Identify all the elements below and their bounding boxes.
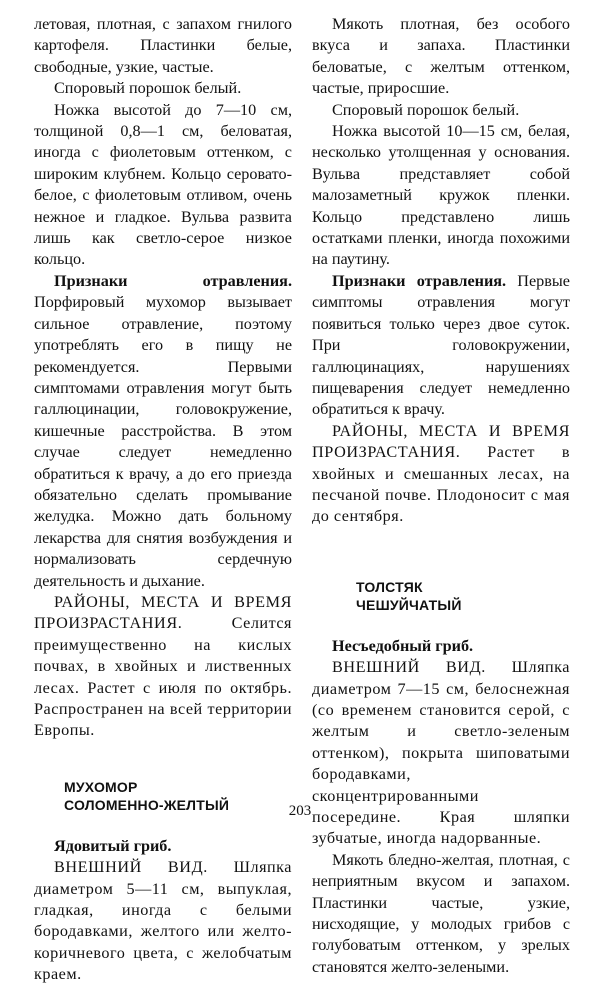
paragraph-appearance xyxy=(34,857,292,985)
paragraph-stem: Ножка высотой до 7—10 см, толщиной 0,8—1 см, беловатая, иногда с фиолетовым оттенком, с широким клубнем. Кольцо серовато-белое, с фиолетовым отливом, очень нежное и гладкое. Вульва развита лишь как светло-серое низкое кольцо. xyxy=(34,100,292,269)
appearance-heading: ВНЕШНИЙ ВИД. xyxy=(332,658,486,677)
paragraph-flesh-and-gills: Мякоть бледно-желтая, плотная, с неприятным вкусом и запахом. Пластинки частые, узкие, нисходящие, у молодых грибов с голубоватым оттенком, у зрелых становятся желто-зелеными. xyxy=(312,850,570,976)
paragraph-flesh-description: Мякоть плотная, без особого вкуса и запаха. Пластинки беловатые, с желтым оттенком, частые, приросшие. xyxy=(312,15,570,98)
paragraph-poisoning-signs xyxy=(34,271,292,592)
appearance-heading: ВНЕШНИЙ ВИД. xyxy=(54,858,208,877)
paragraph-appearance xyxy=(312,657,570,850)
appearance-text: Шляпка диаметром 7—15 см, белоснежная (со временем становится серой, с желтым и светло-зеленым оттенком), покрыта шиповатыми бородавками, сконцентрированными посередине. Края шляпки зубчатые, иногда надорванные. xyxy=(312,658,570,848)
growing-areas-text: Растет в хвойных и смешанных лесах, на песчаной почве. Плодоносит с мая до сентября. xyxy=(312,443,570,526)
page-number: 203 xyxy=(288,803,312,819)
poisoning-signs-text: Порфировый мухомор вызывает сильное отравление, поэтому употреблять его в пищу не рекомендуется. Первыми симптомами отравления могут быть галлюцинации, головокружение, кишечные расстройства. В этом случае следует немедленно обратиться к врачу, а до его приезда обязательно сделать промывание желудка. Можно дать больному лекарства для снятия возбуждения и нормализовать сердечную деятельность и дыхание. xyxy=(34,293,292,590)
poisoning-signs-text: Первые симптомы отравления могут появиться только через двое суток. При головокружении, галлюцинациях, нарушениях пищеварения следует немедленно обратиться к врачу. xyxy=(312,271,570,419)
species-title-line2: ЧЕШУЙЧАТЫЙ xyxy=(356,596,462,613)
paragraph-growing-areas xyxy=(34,592,292,742)
paragraph-poisoning-signs xyxy=(312,271,570,421)
appearance-text: Шляпка диаметром 5—11 см, выпуклая, гладкая, иногда с белыми бородавками, желтого или желто-коричневого цвета, с желобчатым краем. xyxy=(34,858,292,984)
poisoning-signs-label: Признаки отравления. xyxy=(54,271,292,290)
paragraph-spore-print: Споровый порошок белый. xyxy=(54,79,242,98)
species-title-line2: СОЛОМЕННО-ЖЕЛТЫЙ xyxy=(64,796,230,813)
edibility-label: Несъедобный гриб. xyxy=(332,636,474,655)
edibility-label: Ядовитый гриб. xyxy=(54,836,172,855)
right-column xyxy=(312,14,570,978)
paragraph-flesh-description: летовая, плотная, с запахом гнилого картофеля. Пластинки белые, свободные, узкие, частые. xyxy=(34,15,292,76)
growing-areas-heading: РАЙОНЫ, МЕСТА И ВРЕМЯ ПРОИЗРАСТАНИЯ. xyxy=(312,421,570,462)
growing-areas-heading: РАЙОНЫ, МЕСТА И ВРЕМЯ ПРОИЗРАСТАНИЯ. xyxy=(34,592,292,633)
poisoning-signs-label: Признаки отравления. xyxy=(332,271,507,290)
paragraph-growing-areas xyxy=(312,421,570,528)
left-column xyxy=(34,14,292,986)
paragraph-spore-print: Споровый порошок белый. xyxy=(332,100,520,119)
paragraph-stem: Ножка высотой 10—15 см, белая, несколько утолщенная у основания. Вульва представляет собой малозаметный кружок пленки. Кольцо представлено лишь остатками пленки, иногда похожими на паутину. xyxy=(312,122,570,269)
growing-areas-text: Селится преимущественно на кислых почвах, в хвойных и лиственных лесах. Растет с июля по октябрь. Распространен на всей территории Европы. xyxy=(34,614,292,740)
species-title-line1: ТОЛСТЯК xyxy=(356,578,423,595)
species-title xyxy=(312,578,570,614)
species-title-line1: МУХОМОР xyxy=(64,778,138,795)
